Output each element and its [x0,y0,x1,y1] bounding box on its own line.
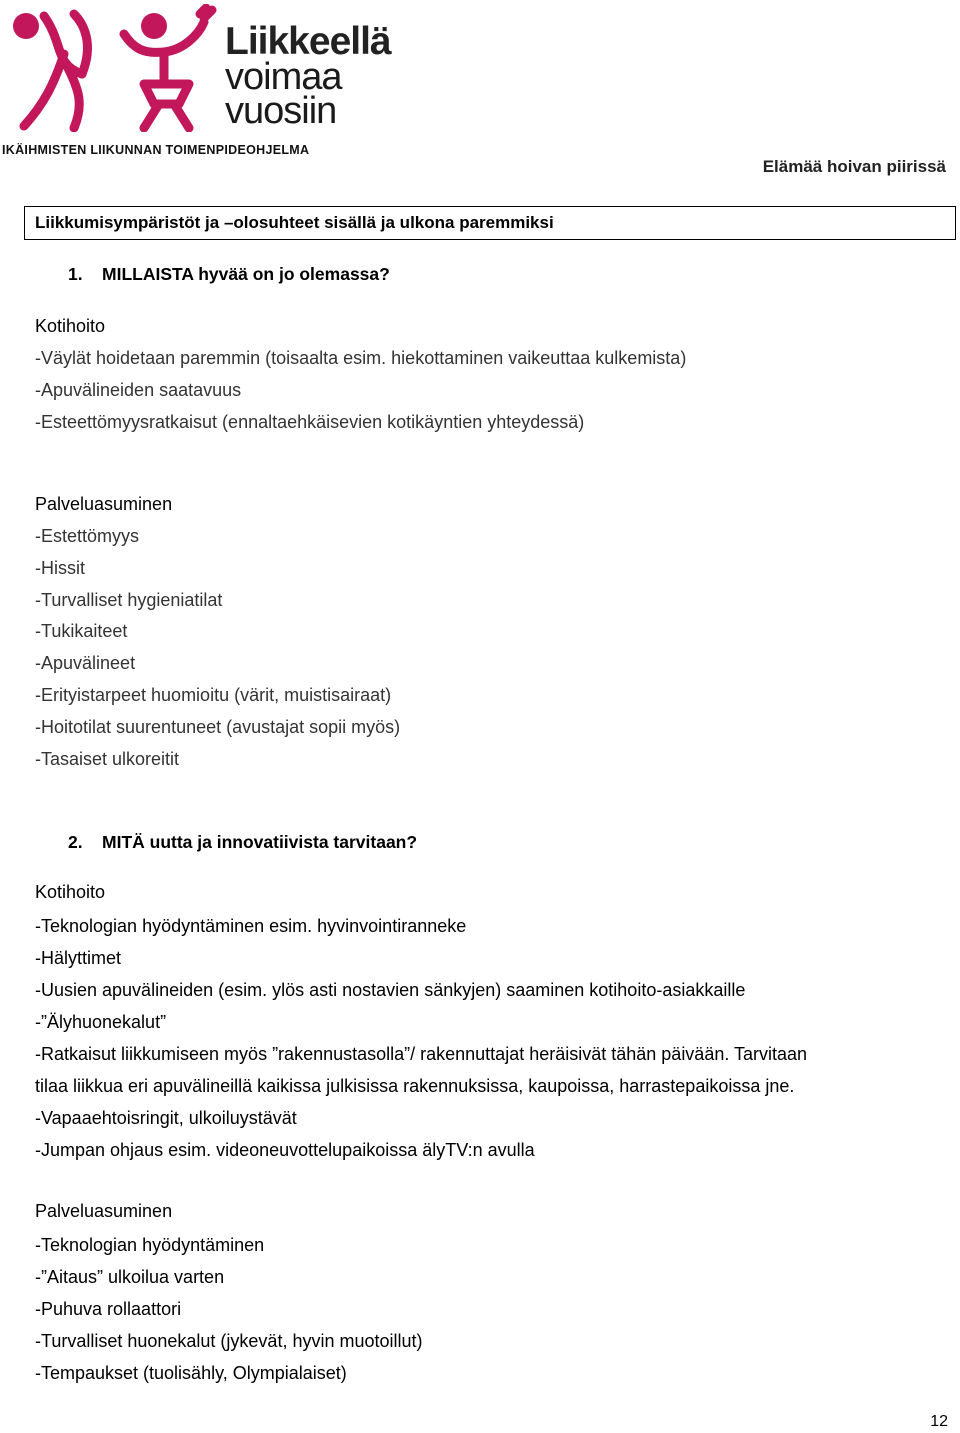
list-item: -Vapaaehtoisringit, ulkoiluystävät [35,1108,297,1128]
logo-figures-icon [4,4,220,132]
list-item: -Tempaukset (tuolisähly, Olympialaiset) [35,1363,347,1383]
list-item: -Tukikaiteet [35,621,128,642]
list-item: -Puhuva rollaattori [35,1299,182,1319]
page-title-box [24,206,956,240]
list-item: -Esteettömyysratkaisut (ennaltaehkäisevien kotikäyntien yhteydessä) [35,411,585,432]
list-item: -Teknologian hyödyntäminen [35,1235,265,1255]
section2-palveluasuminen-list [35,1229,945,1389]
section2-number: 2. [68,832,83,852]
list-item: -”Aitaus” ulkoilua varten [35,1267,225,1287]
section2-heading [68,832,417,853]
section2-heading-text: MITÄ uutta ja innovatiivista tarvitaan? [102,832,418,852]
logo [0,0,391,165]
list-item: -Jumpan ohjaus esim. videoneuvottelupaikoissa älyTV:n avulla [35,1140,535,1160]
section1-heading [68,264,390,285]
list-item: -Apuvälineiden saatavuus [35,379,242,400]
section2-palveluasuminen-label: Palveluasuminen [35,1201,173,1221]
list-item: -Turvalliset huonekalut (jykevät, hyvin muotoillut) [35,1331,423,1351]
section1-palveluasuminen-list [35,521,400,775]
page-number: 12 [930,1413,948,1430]
list-item: -”Älyhuonekalut” [35,1012,167,1032]
list-item: -Hälyttimet [35,948,122,968]
section2-kotihoito-list [35,910,945,1166]
list-item: -Tasaiset ulkoreitit [35,748,180,769]
header-subtitle: Elämää hoivan piirissä [762,157,946,176]
section2-kotihoito-label: Kotihoito [35,882,106,902]
logo-title-line2: voimaa [225,56,342,98]
page-title: Liikkumisympäristöt ja –olosuhteet sisällä ja ulkona paremmiksi [35,213,554,232]
list-item: -Väylät hoidetaan paremmin (toisaalta esim. hiekottaminen vaikeuttaa kulkemista) [35,348,687,368]
list-item: tilaa liikkua eri apuvälineillä kaikissa julkisissa rakennuksissa, kaupoissa, harrastepaikoissa jne. [35,1076,795,1096]
section1-heading-text: MILLAISTA hyvää on jo olemassa? [102,264,390,284]
logo-title-line3: vuosiin [225,90,337,132]
list-item: -Estettömyys [35,526,140,546]
section1-palveluasuminen-label: Palveluasuminen [35,494,173,514]
list-item: -Uusien apuvälineiden (esim. ylös asti nostavien sänkyjen) saaminen kotihoito-asiakkaille [35,980,746,1000]
list-item: -Apuvälineet [35,653,136,674]
list-item: -Ratkaisut liikkumiseen myös ”rakennustasolla”/ rakennuttajat heräisivät tähän päivään. Tarvitaan [35,1044,808,1064]
list-item: -Teknologian hyödyntäminen esim. hyvinvointiranneke [35,916,467,936]
section1-kotihoito-list [35,343,686,438]
list-item: -Turvalliset hygieniatilat [35,589,223,610]
logo-tagline: IKÄIHMISTEN LIIKUNNAN TOIMENPIDEOHJELMA [2,143,310,157]
list-item: -Hissit [35,557,85,578]
section1-number: 1. [68,264,83,284]
logo-title-line1: Liikkeellä [225,20,391,63]
list-item: -Hoitotilat suurentuneet (avustajat sopii myös) [35,716,401,737]
list-item: -Erityistarpeet huomioitu (värit, muistisairaat) [35,684,392,705]
section1-kotihoito-label: Kotihoito [35,316,106,336]
